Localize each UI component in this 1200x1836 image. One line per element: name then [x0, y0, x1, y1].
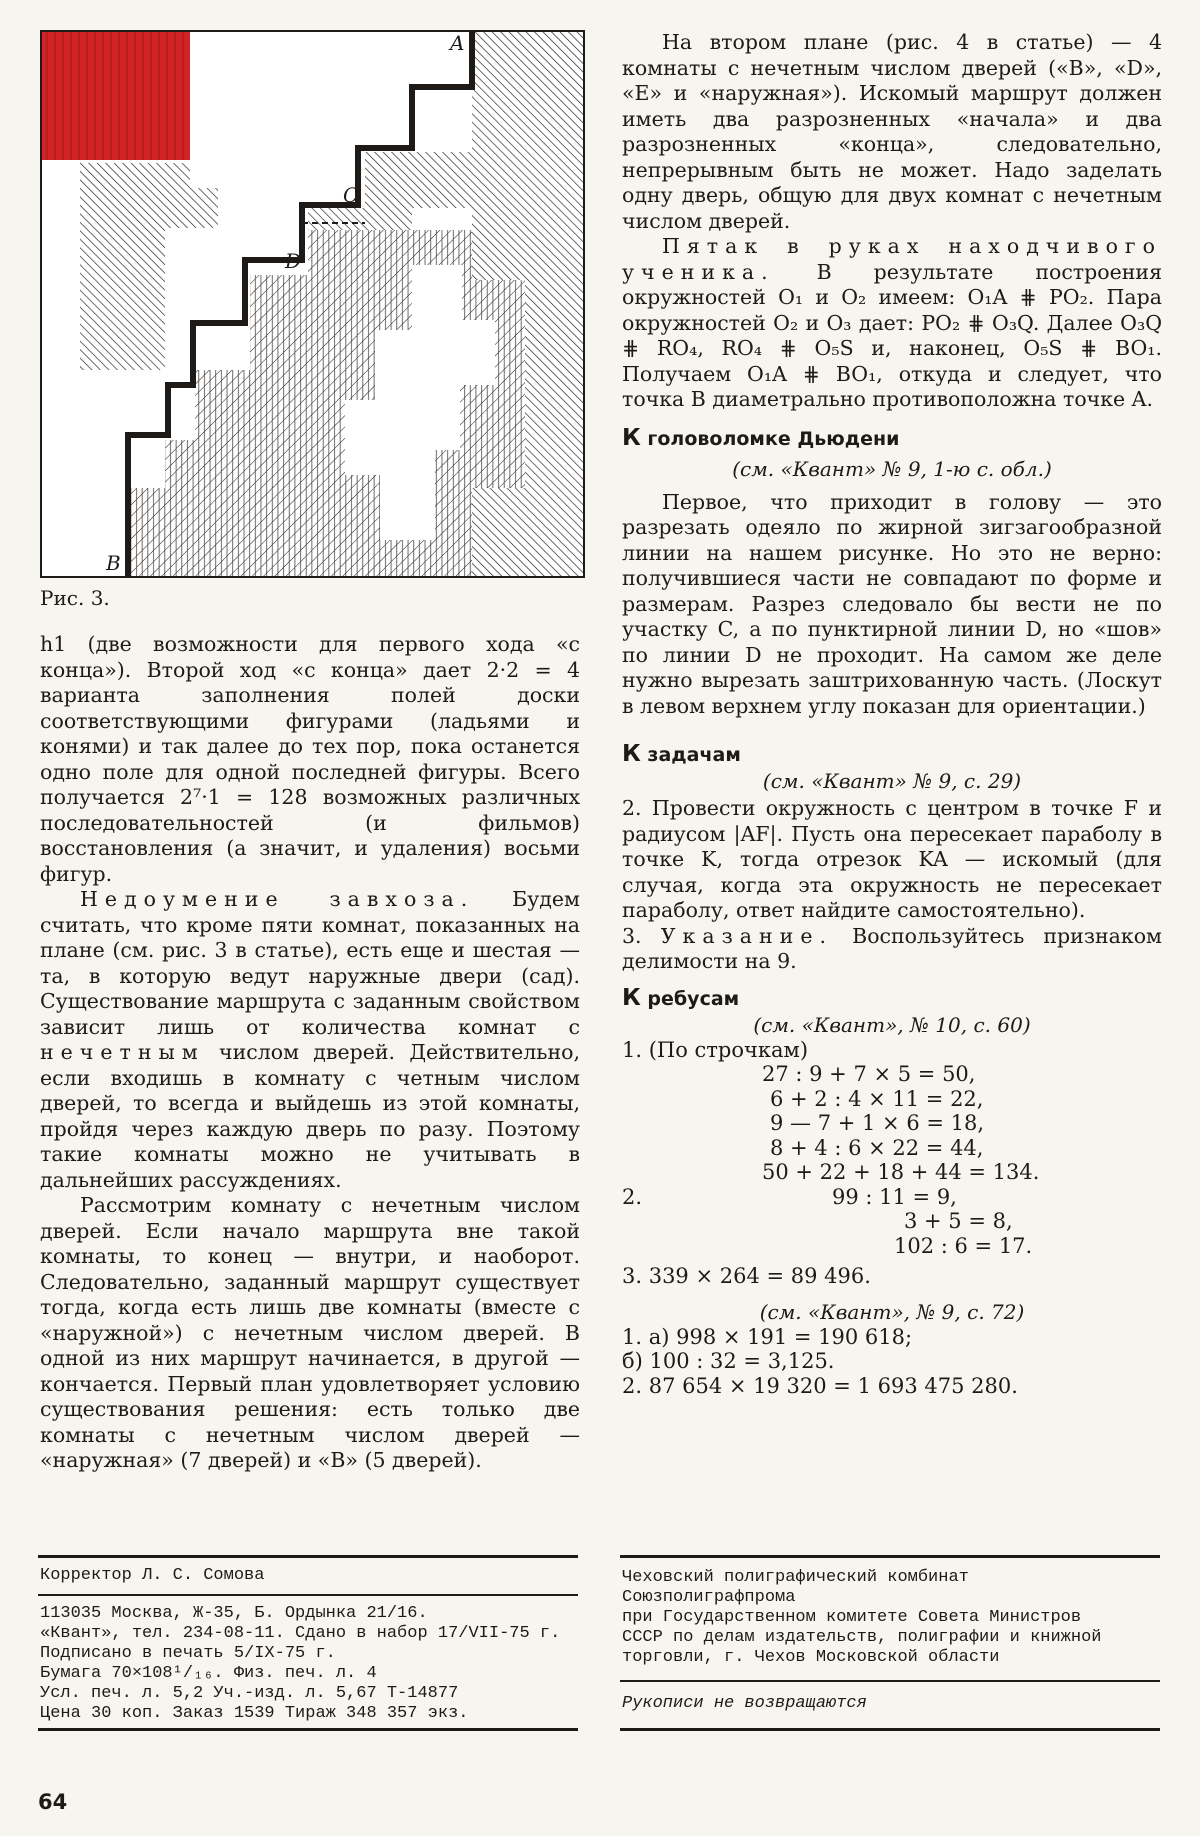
imprint-right: Чеховский полиграфический комбинат Союзполиграфпрома при Государственном комитете Совета Министров СССР по делам издательств, полиграфии и книжной торговли, г. Чехов Московской области [622, 1568, 1102, 1667]
rebus-1-line: 50 + 22 + 18 + 44 = 134. [762, 1160, 1040, 1184]
no-return-note: Рукописи не возвращаются [622, 1694, 867, 1713]
figure-caption: Рис. 3. [40, 586, 110, 610]
imprint-left: 113035 Москва, Ж-35, Б. Ордынка 21/16. «Квант», тел. 234-08-11. Сдано в набор 17/VII-75 г. Подписано в печать 5/IX-75 г. Бумага 70×108¹/₁₆. Физ. печ. л. 4 Усл. печ. л. 5,2 Уч.-изд. л. 5,67 Т-14877 Цена 30 коп. Заказ 1539 Тираж 348 357 экз. [40, 1604, 561, 1723]
ref-tasks: (см. «Квант» № 9, с. 29) [762, 769, 1022, 793]
heading-zavkhoz: Недоумение завхоза. [80, 887, 475, 911]
ref-rebuses-2: (см. «Квант», № 9, с. 72) [759, 1299, 1025, 1324]
rebus-1-line: 6 + 2 : 4 × 11 = 22, [770, 1086, 984, 1111]
right-paragraph-2: Пятак в руках находчивого ученика. В результате построения окружностей O₁ и O₂ имеем: O₁A ⋕ PO₂. Пара окружностей O₂ и O₃ дает: PO₂ ⋕ O₃Q. Далее O₃Q ⋕ RO₄, RO₄ ⋕ O₅S и, наконец, O₅S ⋕ BO₁. Получаем O₁A ⋕ BO₁, откуда и следует, что точка B диаметрально противоположна точке A. [622, 234, 1162, 411]
imprint-rule-right-bottom [620, 1728, 1160, 1731]
rebus-1-line: 9 — 7 + 1 × 6 = 18, [770, 1111, 985, 1135]
rebus-2-line: 3 + 5 = 8, [904, 1209, 1013, 1233]
solution-2: 2. 87 654 × 19 320 = 1 693 475 280. [622, 1373, 1018, 1398]
figure-3 [40, 30, 585, 578]
imprint-rule-left-bottom [38, 1728, 578, 1731]
corrector: Корректор Л. С. Сомова [40, 1566, 265, 1585]
imprint-divider [38, 1594, 578, 1596]
imprint-rule-right [620, 1555, 1160, 1558]
quilt-diagram [40, 30, 585, 578]
right-column [622, 30, 1162, 1398]
rebus-2-line: 2. 99 : 11 = 9, [622, 1184, 957, 1209]
ref-rebuses: (см. «Квант», № 10, с. 60) [753, 1012, 1031, 1037]
rebus-1-intro: 1. (По строчкам) [622, 1037, 809, 1062]
heading-tasks: К задачам [622, 741, 741, 767]
rebus-1-line: 27 : 9 + 7 × 5 = 50, [762, 1062, 976, 1086]
solution-1a: 1. а) 998 × 191 = 190 618; [622, 1324, 913, 1349]
task-2: 2. Провести окружность с центром в точке F и радиусом |AF|. Пусть она пересекает параболу в точке K, тогда отрезок KA — искомый (для случая, когда эта окружность не пересекает параболу, ответ найдите самостоятельно). [622, 796, 1162, 922]
red-patch [40, 30, 190, 160]
label-b: B [106, 551, 121, 575]
solution-1b: б) 100 : 32 = 3,125. [622, 1349, 835, 1373]
heading-rebuses: К ребусам [622, 984, 740, 1011]
page-number: 64 [38, 1790, 68, 1814]
label-d: D [285, 249, 302, 273]
left-paragraph-2: Недоумение завхоза. Будем считать, что кроме пяти комнат, показанных на плане (см. рис. 3 в статье), есть еще и шестая — та, в которую ведут наружные двери (сад). Существование маршрута с заданным свойством зависит лишь от количества комнат с нечетным числом дверей. Действительно, если входишь в комнату с четным числом дверей, то всегда и выйдешь из этой комнаты, пройдя через каждую дверь по разу. Поэтому такие комнаты можно не учитывать в дальнейших рассуждениях. [40, 887, 581, 1192]
white-strip-lower [40, 370, 128, 578]
rebus-1-line: 8 + 4 : 6 × 22 = 44, [770, 1135, 984, 1160]
rebus-3: 3. 339 × 264 = 89 496. [622, 1264, 871, 1288]
heading-pyatak: Пятак в руках находчивого ученика. [622, 234, 1162, 284]
left-paragraph-1: h1 (две возможности для первого хода «с конца»). Второй ход «с конца» дает 2·2 = 4 варианта заполнения полей доски соответствующими фигурами (ладьями и конями) и так далее до тех пор, пока останется одно поле для одной последней фигуры. Всего получается 2⁷·1 = 128 возможных различных последовательностей (и фильмов) восстановления (а значит, и удаления) восьми фигур. [40, 632, 580, 886]
right-paragraph-dudeney: Первое, что приходит в голову — это разрезать одеяло по жирной зигзагообразной линии на нашем рисунке. Но это не верно: получившиеся части не совпадают по форме и размерам. Разрез следовало бы вести не по участку C, а по пунктирной линии D, но «шов» по линии D не проходит. На самом же деле нужно вырезать заштрихованную часть. (Лоскут в левом верхнем углу показан для ориентации.) [622, 489, 1162, 718]
imprint-rule-left [38, 1555, 578, 1558]
rebus-2-line: 102 : 6 = 17. [894, 1233, 1033, 1258]
ref-dudeney: (см. «Квант» № 9, 1-ю с. обл.) [732, 456, 1052, 481]
left-paragraph-3: Рассмотрим комнату с нечетным числом дверей. Если начало маршрута вне такой комнаты, то конец — внутри, и наоборот. Следовательно, заданный маршрут существует тогда, когда есть лишь две комнаты (вместе с «наружной») с нечетным числом дверей. В одной из них маршрут начинается, в другой — кончается. Первый план удовлетворяет условию существования решения: есть только две комнаты с нечетным числом дверей — «наружная» (7 дверей) и «B» (5 дверей). [40, 1193, 580, 1472]
imprint-divider-right [620, 1680, 1160, 1682]
right-paragraph-1: На втором плане (рис. 4 в статье) — 4 комнаты с нечетным числом дверей («B», «D», «E» и «наружная»). Искомый маршрут должен иметь два разрозненных «начала» и два разрозненных «конца», следовательно, непрерывным быть не может. Надо заделать одну дверь, общую для двух комнат с нечетным числом дверей. [622, 30, 1162, 233]
heading-dudeney: К головоломке Дьюдени [622, 424, 900, 451]
left-column [40, 30, 580, 1474]
label-c: C [343, 183, 359, 207]
task-3: 3. Указание. Воспользуйтесь признаком делимости на 9. [622, 923, 1163, 973]
label-a: A [450, 31, 465, 55]
